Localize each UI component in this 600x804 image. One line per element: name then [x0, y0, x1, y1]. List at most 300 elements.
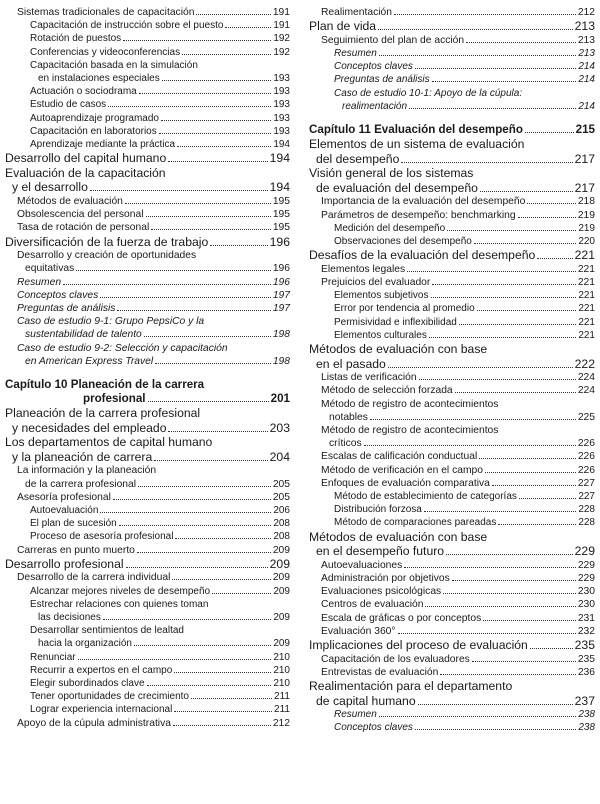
dot-leader	[477, 310, 577, 311]
page-number: 213	[574, 19, 595, 34]
page-number: 194	[269, 151, 290, 166]
dot-leader	[76, 270, 271, 271]
toc-entry-title: Observaciones del desempeño	[334, 236, 472, 247]
toc-entry	[5, 221, 290, 234]
toc-entry-title: Actuación o sociodrama	[30, 86, 137, 98]
toc-entry	[309, 503, 595, 516]
page-number: 191	[272, 7, 290, 18]
page-number: 229	[574, 544, 595, 559]
toc-entry-title: sustentabilidad de talento	[25, 329, 142, 341]
toc-entry-title-line: Estrechar relaciones con quienes toman	[30, 598, 209, 610]
toc-entry-title: Prejuicios del evaluador	[321, 277, 431, 288]
toc-entry-title: Método de comparaciones pareadas	[334, 517, 497, 529]
toc-entry	[309, 708, 595, 721]
page-number: 226	[577, 438, 595, 450]
toc-entry	[5, 289, 290, 302]
toc-entry	[309, 559, 595, 572]
toc-entry-title: Asesoría profesional	[17, 491, 111, 503]
dot-leader	[123, 40, 271, 41]
toc-entry	[5, 690, 290, 703]
page-number: 197	[272, 289, 290, 301]
page-number: 211	[274, 691, 290, 703]
toc-entry-title: Método de establecimiento de categorías	[334, 491, 517, 503]
dot-leader	[138, 486, 271, 487]
toc-entry	[309, 47, 595, 60]
dot-leader	[379, 55, 577, 56]
dot-leader	[483, 620, 576, 621]
page-number: 235	[574, 638, 595, 653]
toc-entry	[309, 398, 595, 424]
dot-leader	[144, 336, 271, 337]
dot-leader	[154, 460, 267, 461]
dot-leader	[394, 14, 576, 15]
page-number: 213	[578, 48, 595, 59]
chapter-heading	[309, 123, 595, 137]
page-number: 222	[574, 356, 595, 371]
toc-entry-title: Listas de verificación	[321, 372, 417, 384]
toc-entry-title: Administración por objetivos	[321, 573, 450, 585]
page-number: 205	[272, 478, 290, 490]
page-number: 209	[272, 544, 290, 556]
dot-leader	[191, 698, 272, 699]
toc-entry-title: Desarrollo profesional	[5, 556, 124, 571]
toc-entry-title: Rotación de puestos	[30, 33, 122, 45]
toc-entry-title: Resumen	[334, 48, 377, 59]
toc-entry	[309, 612, 595, 625]
toc-entry-title: Capacitación de los evaluadores	[321, 653, 470, 665]
page-number: 228	[578, 504, 595, 516]
page-number: 227	[577, 477, 595, 489]
chapter-heading	[5, 378, 290, 406]
dot-leader	[447, 230, 576, 231]
dot-leader	[401, 162, 572, 163]
toc-entry	[5, 59, 290, 85]
toc-entry-title: Desafíos de la evaluación del desempeño	[309, 248, 536, 263]
toc-entry	[5, 435, 290, 464]
dot-leader	[212, 593, 271, 594]
toc-entry-title: Realimentación	[321, 7, 392, 18]
toc-entry	[5, 491, 290, 504]
page-number: 201	[270, 392, 290, 406]
toc-entry-title: de capital humano	[316, 693, 416, 708]
toc-entry-title: Elementos subjetivos	[334, 290, 429, 302]
dot-leader	[182, 54, 271, 55]
page-number: 219	[578, 222, 595, 234]
dot-leader	[498, 524, 576, 525]
toc-entry-title: Evaluaciones psicológicas	[321, 586, 442, 598]
page-number: 211	[274, 704, 290, 716]
dot-leader	[126, 567, 268, 568]
toc-entry	[309, 424, 595, 450]
toc-entry	[309, 653, 595, 666]
toc-entry	[309, 34, 595, 47]
toc-entry-title: Conceptos claves	[334, 722, 413, 734]
dot-leader	[108, 106, 271, 107]
toc-entry	[5, 651, 290, 664]
dot-leader	[525, 132, 574, 133]
dot-leader	[225, 27, 271, 28]
toc-entry	[5, 598, 290, 624]
toc-entry	[309, 598, 595, 611]
toc-entry	[309, 289, 595, 302]
toc-entry-title: Preguntas de análisis	[334, 74, 430, 86]
toc-entry	[309, 329, 595, 342]
page-number: 229	[577, 573, 595, 585]
dot-leader	[161, 120, 271, 121]
toc-entry-title-line: Caso de estudio 10-1: Apoyo de la cúpula:	[334, 87, 523, 99]
page-number: 193	[273, 73, 290, 85]
page-number: 198	[272, 329, 290, 341]
page-number: 214	[578, 100, 595, 112]
toc-entry	[5, 530, 290, 543]
dot-leader	[415, 729, 576, 730]
page-number: 209	[269, 556, 290, 571]
page-number: 237	[574, 693, 595, 708]
toc-entry	[309, 625, 595, 638]
page-number: 193	[273, 86, 290, 98]
toc-entry-title: Carreras en punto muerto	[17, 544, 135, 556]
toc-entry-title: en instalaciones especiales	[38, 73, 160, 85]
toc-entry-title: Resumen	[334, 709, 377, 721]
toc-entry	[309, 371, 595, 384]
dot-leader	[429, 337, 576, 338]
page-number: 198	[272, 355, 290, 367]
page-number: 236	[577, 666, 595, 678]
toc-entry-title: Conceptos claves	[334, 61, 413, 73]
toc-entry	[5, 557, 290, 572]
toc-entry	[309, 73, 595, 86]
page-number: 238	[578, 722, 595, 734]
toc-entry	[5, 585, 290, 598]
page-number: 210	[273, 678, 290, 690]
dot-leader	[175, 538, 271, 539]
toc-entry	[309, 679, 595, 708]
toc-entry-title-line: Planeación de la carrera profesional	[5, 406, 201, 421]
toc-entry	[309, 721, 595, 734]
dot-leader	[485, 472, 576, 473]
page-number: 212	[272, 717, 290, 729]
toc-entry-title: Elementos legales	[321, 263, 406, 275]
toc-entry-title: y necesidades del empleado	[12, 420, 167, 435]
toc-entry-title: profesional	[83, 392, 146, 406]
toc-entry-title: Medición del desempeño	[334, 222, 446, 234]
toc-entry-title: Apoyo de la cúpula administrativa	[17, 717, 171, 729]
dot-leader	[424, 511, 577, 512]
dot-leader	[147, 685, 272, 686]
page-number: 209	[273, 585, 290, 597]
toc-entry	[309, 276, 595, 289]
toc-entry	[309, 384, 595, 397]
toc-entry-title: Importancia de la evaluación del desempeño	[321, 196, 526, 208]
page-number: 224	[577, 372, 595, 384]
page-number: 192	[273, 33, 290, 45]
dot-leader	[177, 146, 271, 147]
dot-leader	[459, 324, 576, 325]
page-number: 227	[578, 491, 595, 503]
toc-entry-title: Sistemas tradicionales de capacitación	[17, 7, 195, 18]
page-number: 228	[578, 517, 595, 529]
dot-leader	[388, 367, 573, 368]
toc-entry	[5, 544, 290, 557]
toc-entry	[309, 342, 595, 371]
page-number: 208	[273, 531, 290, 543]
dot-leader	[466, 42, 576, 43]
dot-leader	[432, 284, 575, 285]
dot-leader	[155, 363, 271, 364]
page-number: 221	[577, 277, 595, 288]
toc-entry-title: Enfoques de evaluación comparativa	[321, 477, 490, 489]
page-number: 215	[575, 123, 595, 137]
page-number: 203	[269, 420, 290, 435]
toc-entry-title: El plan de sucesión	[30, 518, 117, 530]
toc-right-column	[309, 6, 595, 735]
toc-entry-title: Alcanzar mejores niveles de desempeño	[30, 585, 211, 597]
toc-entry-title-line: Métodos de evaluación con base	[309, 342, 488, 357]
toc-entry-title: Permisividad e inflexibilidad	[334, 316, 457, 328]
page-number: 218	[577, 196, 595, 208]
page-number: 220	[578, 236, 595, 247]
dot-leader	[151, 229, 271, 230]
toc-entry-title: Desarrollo de la carrera individual	[17, 572, 171, 584]
toc-entry	[309, 302, 595, 315]
dot-leader	[168, 431, 267, 432]
page-number: 224	[577, 385, 595, 397]
toc-entry	[309, 248, 595, 263]
page-number: 238	[578, 709, 595, 721]
page-number: 229	[577, 559, 595, 571]
page-number: 221	[578, 303, 595, 315]
dot-leader	[172, 579, 270, 580]
page-number: 210	[273, 651, 290, 663]
toc-entry-title: del desempeño	[316, 151, 400, 166]
toc-entry-title-line: Elementos de un sistema de evaluación	[309, 137, 525, 152]
toc-entry-title-line: Realimentación para el departamento	[309, 679, 513, 694]
toc-entry-title: realimentación	[342, 100, 408, 112]
toc-entry-title: hacia la organización	[38, 638, 132, 650]
page-number: 221	[578, 329, 595, 341]
toc-entry	[5, 342, 290, 368]
toc-entry	[5, 517, 290, 530]
toc-entry-title: Error por tendencia al promedio	[334, 303, 475, 315]
toc-entry	[5, 504, 290, 517]
dot-leader	[134, 645, 271, 646]
toc-entry-title: Resumen	[17, 276, 62, 288]
dot-leader	[139, 93, 272, 94]
toc-entry	[309, 263, 595, 276]
dot-leader	[519, 498, 576, 499]
dot-leader	[425, 606, 575, 607]
dot-leader	[173, 725, 271, 726]
toc-entry-title: Renunciar	[30, 651, 76, 663]
toc-entry-title: Elementos culturales	[334, 329, 427, 341]
dot-leader	[168, 161, 267, 162]
toc-entry	[5, 276, 290, 289]
toc-entry-title: en el desempeño futuro	[316, 544, 445, 559]
toc-entry-title: Proceso de asesoría profesional	[30, 531, 174, 543]
toc-entry-title-line: Caso de estudio 9-1: Grupo PepsiCo y la	[17, 316, 205, 328]
toc-entry	[5, 195, 290, 208]
toc-entry-title: Preguntas de análisis	[17, 303, 116, 315]
dot-leader	[530, 648, 573, 649]
toc-entry-title-line: Desarrollo y creación de oportunidades	[17, 250, 197, 262]
toc-entry-title: Autoevaluaciones	[321, 559, 403, 571]
toc-entry-title: Estudio de casos	[30, 99, 107, 111]
toc-entry-title: de la carrera profesional	[25, 478, 137, 490]
dot-leader	[148, 401, 269, 402]
toc-entry-title: Tasa de rotación de personal	[17, 222, 150, 234]
toc-entry-title-line: Método de registro de acontecimientos	[321, 398, 499, 410]
dot-leader	[137, 552, 271, 553]
toc-entry	[5, 98, 290, 111]
toc-entry-title: equitativas	[25, 263, 75, 275]
page-number: 217	[574, 151, 595, 166]
page-number: 195	[272, 209, 290, 221]
dot-leader	[407, 271, 576, 272]
toc-entry	[5, 249, 290, 275]
page-number: 226	[577, 464, 595, 476]
page-number: 210	[273, 664, 290, 676]
toc-entry-title-line: Desarrollar sentimientos de lealtad	[30, 625, 184, 637]
page-number: 193	[273, 112, 290, 124]
dot-leader	[117, 310, 270, 311]
toc-entry	[5, 703, 290, 716]
page-number: 230	[577, 599, 595, 611]
toc-entry	[309, 235, 595, 248]
dot-leader	[474, 243, 576, 244]
page-number: 226	[577, 451, 595, 463]
dot-leader	[492, 485, 576, 486]
page-number: 194	[273, 139, 290, 151]
dot-leader	[480, 191, 573, 192]
dot-leader	[100, 512, 271, 513]
page-number: 209	[273, 612, 290, 624]
toc-entry-title: las decisiones	[38, 612, 101, 624]
toc-entry-title-line: Los departamentos de capital humano	[5, 435, 213, 450]
toc-entry-title: Desarrollo del capital humano	[5, 151, 167, 166]
toc-entry	[5, 85, 290, 98]
toc-entry	[5, 6, 290, 19]
page-number: 196	[272, 263, 290, 275]
dot-leader	[537, 258, 572, 259]
toc-entry-title: y la planeación de carrera	[12, 449, 153, 464]
dot-leader	[100, 297, 271, 298]
dot-leader	[146, 216, 271, 217]
page-number: 192	[273, 46, 290, 58]
dot-leader	[527, 203, 575, 204]
toc-entry	[5, 664, 290, 677]
toc-entry-title: Aprendizaje mediante la práctica	[30, 139, 176, 151]
page-number: 204	[269, 449, 290, 464]
page-number: 209	[272, 572, 290, 584]
toc-entry	[309, 530, 595, 559]
toc-entry-title: Escala de gráficas o por conceptos	[321, 612, 482, 624]
dot-leader	[210, 245, 267, 246]
dot-leader	[432, 81, 577, 82]
page-number: 214	[578, 74, 595, 86]
toc-left-column	[5, 6, 290, 730]
toc-entry-title: Conceptos claves	[17, 289, 99, 301]
toc-entry	[5, 571, 290, 584]
page-number: 213	[577, 34, 595, 46]
dot-leader	[364, 445, 576, 446]
toc-entry-title-line: Método de registro de acontecimientos	[321, 425, 499, 437]
toc-entry-title: de evaluación del desempeño	[316, 180, 478, 195]
page-number: 231	[577, 612, 595, 624]
toc-entry	[309, 19, 595, 34]
dot-leader	[174, 711, 272, 712]
toc-entry	[309, 490, 595, 503]
toc-entry-title: Recurrir a expertos en el campo	[30, 664, 173, 676]
page-number: 221	[577, 263, 595, 275]
toc-entry-title: Elegir subordinados clave	[30, 678, 145, 690]
page-number: 214	[578, 61, 595, 73]
toc-entry-title: y el desarrollo	[12, 180, 88, 195]
page-number: 217	[574, 180, 595, 195]
toc-entry	[309, 209, 595, 222]
dot-leader	[174, 672, 271, 673]
toc-entry-title: Lograr experiencia internacional	[30, 704, 173, 716]
toc-entry	[5, 138, 290, 151]
toc-entry-title-line: Capacitación basada en la simulación	[30, 59, 198, 71]
page-number: 206	[273, 505, 290, 517]
dot-leader	[119, 525, 272, 526]
dot-leader	[398, 633, 576, 634]
toc-entry-title: Capacitación en laboratorios	[30, 125, 157, 137]
page-number: 221	[578, 290, 595, 302]
toc-entry-title: Método de verificación en el campo	[321, 464, 483, 476]
toc-entry-title-line: Métodos de evaluación con base	[309, 529, 488, 544]
toc-entry	[5, 464, 290, 490]
toc-entry-title: críticos	[329, 438, 362, 450]
page-number: 193	[273, 125, 290, 137]
page-number: 196	[272, 276, 290, 288]
toc-entry	[5, 717, 290, 730]
toc-entry-title: notables	[329, 411, 368, 423]
toc-entry-title: en American Express Travel	[25, 355, 154, 367]
toc-entry-title: Implicaciones del proceso de evaluación	[309, 638, 528, 653]
toc-entry-title: Escalas de calificación conductual	[321, 451, 478, 463]
toc-entry	[5, 315, 290, 341]
dot-leader	[518, 217, 576, 218]
toc-entry	[5, 46, 290, 59]
toc-entry	[5, 151, 290, 166]
page-number: 221	[578, 316, 595, 328]
toc-entry	[309, 6, 595, 19]
toc-entry-title-line: La información y la planeación	[17, 465, 157, 477]
dot-leader	[196, 14, 270, 15]
toc-entry-title-line: Caso de estudio 9-2: Selección y capacitación	[17, 342, 228, 354]
toc-entry-title: Tener oportunidades de crecimiento	[30, 691, 189, 703]
page-number: 191	[273, 20, 290, 32]
toc-entry-title: Distribución forzosa	[334, 504, 422, 516]
page-number: 208	[273, 518, 290, 530]
page-number: 194	[269, 180, 290, 195]
dot-leader	[162, 80, 272, 81]
page-number: 221	[574, 248, 595, 263]
dot-leader	[125, 203, 271, 204]
toc-entry-title: Método de selección forzada	[321, 385, 453, 397]
toc-entry-title: Seguimiento del plan de acción	[321, 34, 465, 46]
toc-entry	[5, 32, 290, 45]
page-number: 195	[272, 196, 290, 208]
dot-leader	[404, 567, 576, 568]
page-number: 219	[577, 209, 595, 221]
toc-entry-title: Centros de evaluación	[321, 599, 424, 611]
toc-entry-title: en el pasado	[316, 356, 386, 371]
dot-leader	[378, 29, 573, 30]
toc-entry-title: Capacitación de instrucción sobre el puesto	[30, 20, 224, 32]
page-number: 232	[577, 625, 595, 637]
